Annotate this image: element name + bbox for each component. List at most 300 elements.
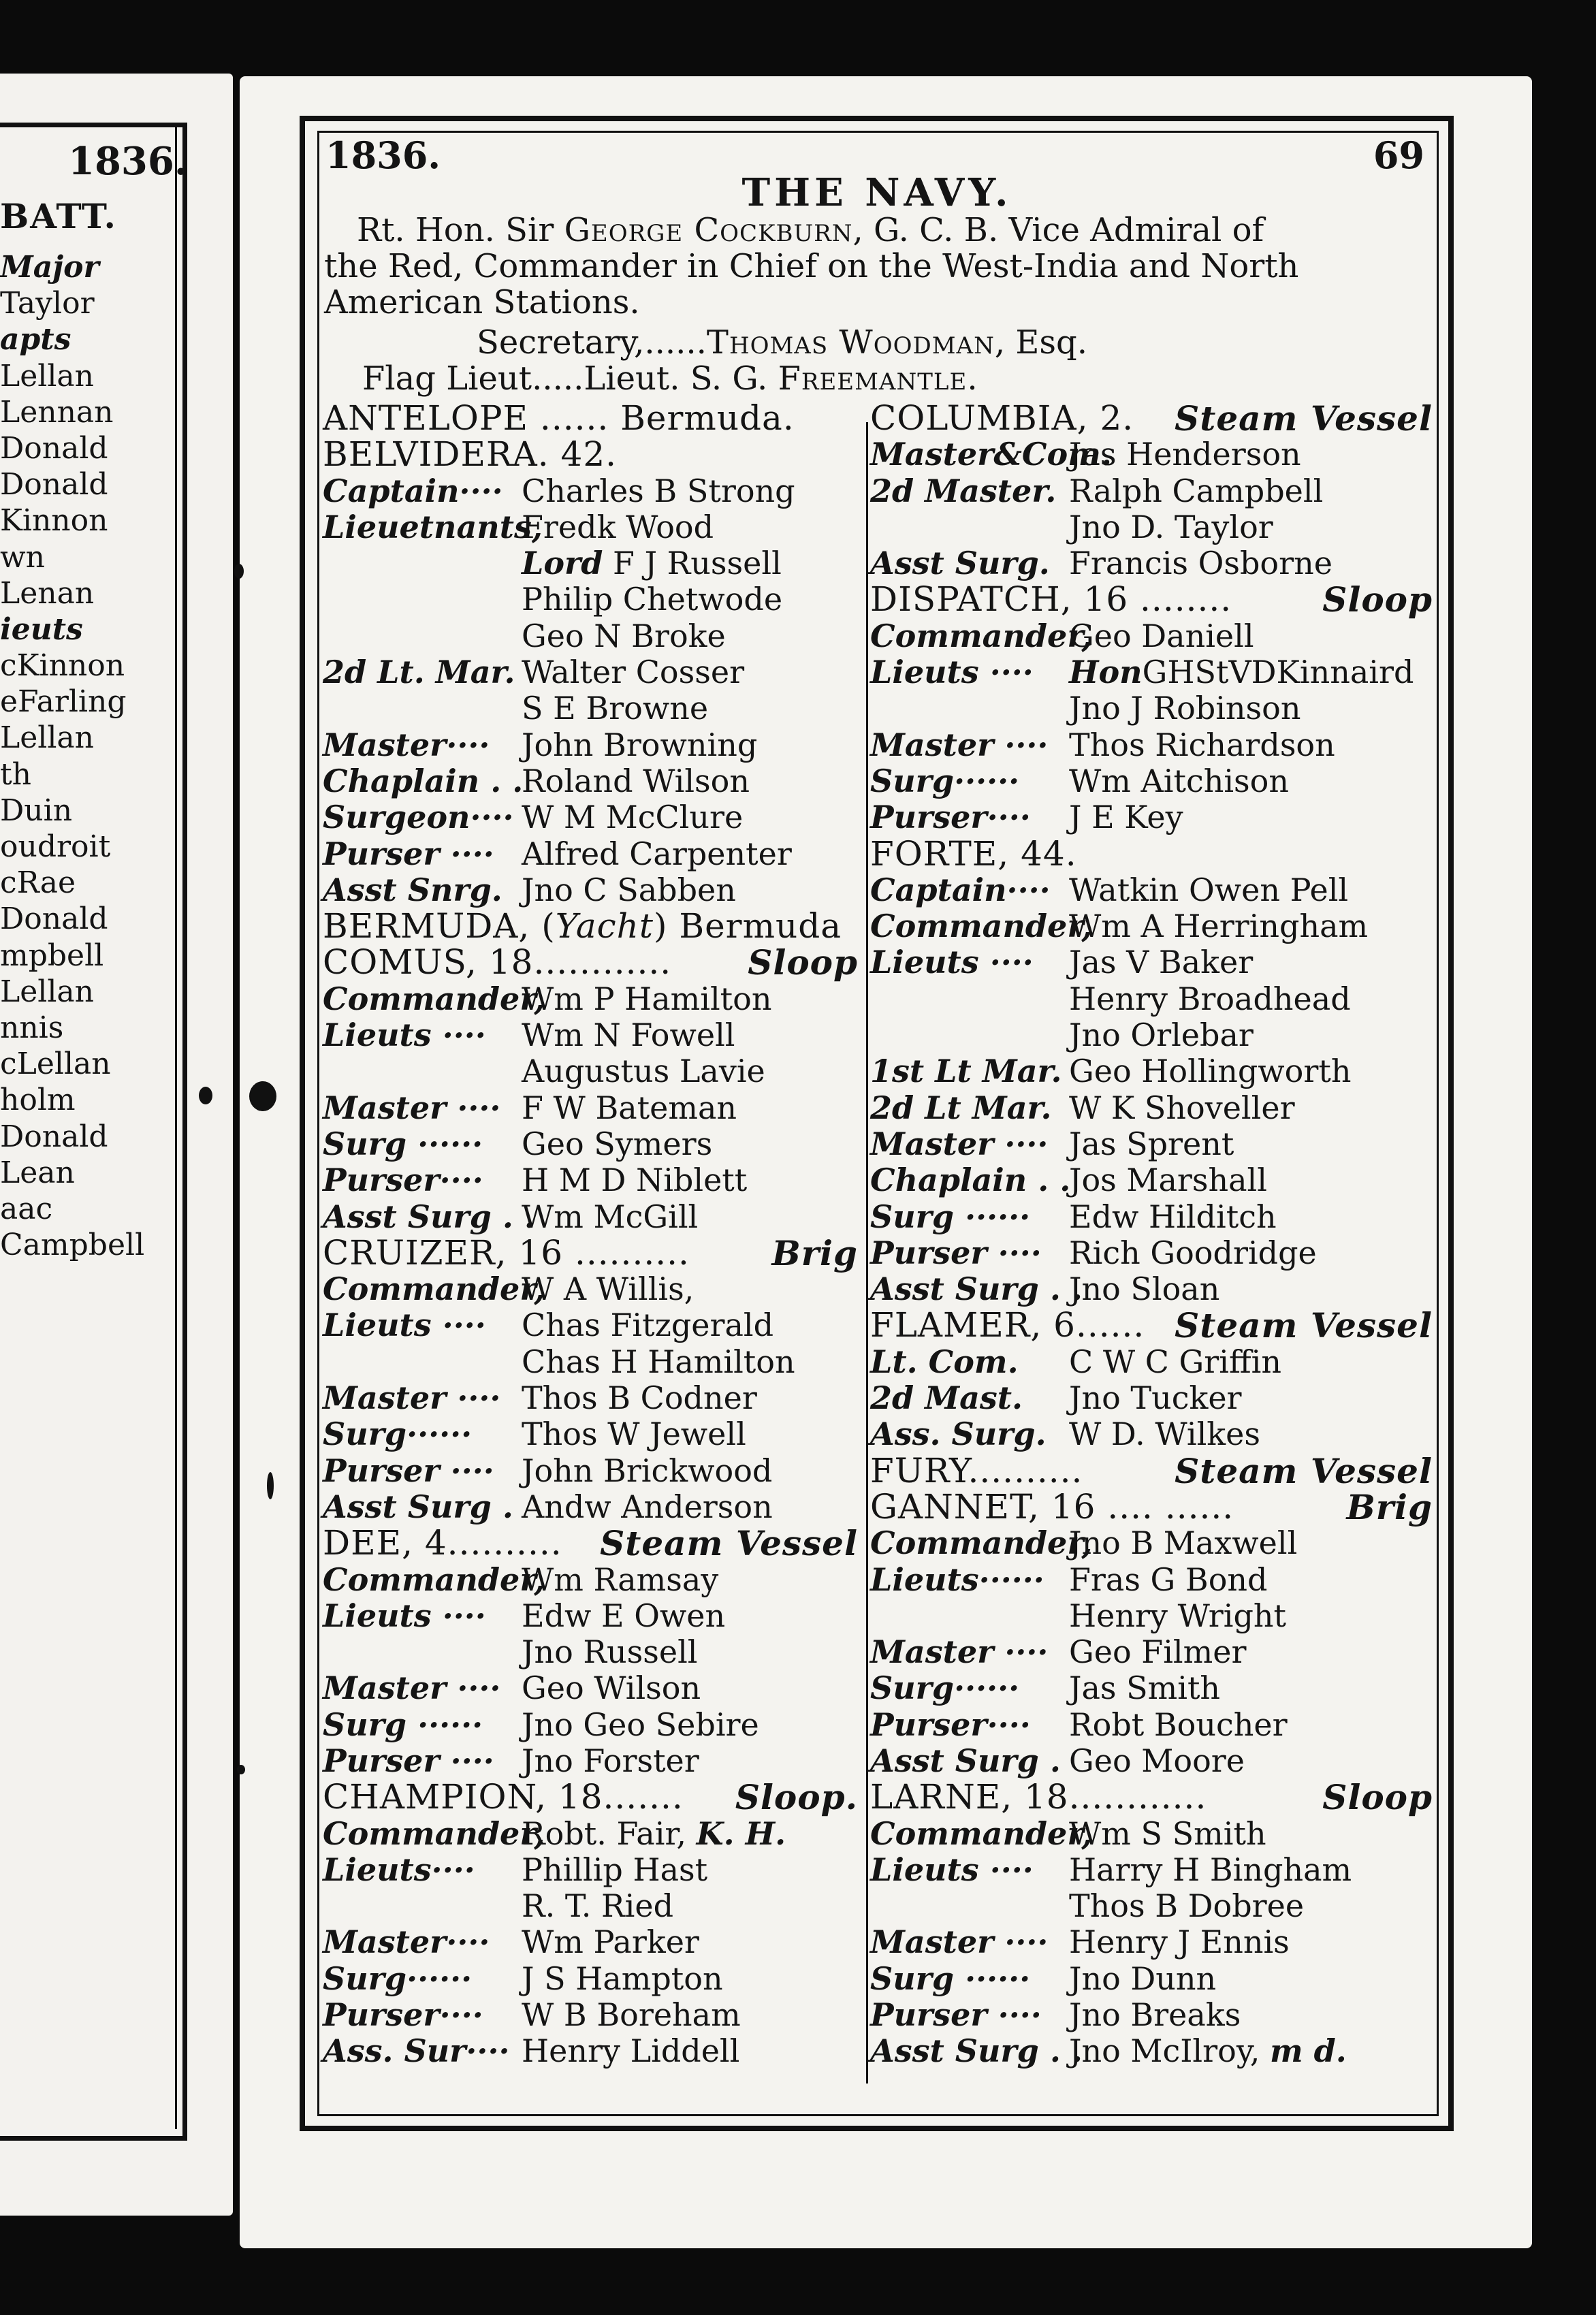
officer-name: Francis Osborne (1069, 545, 1332, 582)
officer-name: Watkin Owen Pell (1069, 871, 1349, 908)
officer-rank: Surg······ (870, 1670, 1020, 1707)
officer-rank: Ass. Sur···· (323, 2032, 510, 2070)
officer-name: Jno Russell (522, 1633, 698, 1671)
officer-entry (870, 1017, 1435, 1053)
officer-name: Wm N Fowell (522, 1017, 735, 1054)
officer-entry (870, 1162, 1435, 1198)
officer-rank: Purser ···· (323, 1742, 494, 1779)
intro-suffix: , G. C. B. Vice Admiral of (852, 211, 1264, 249)
officer-entry (323, 1489, 861, 1525)
ship-heading (870, 581, 1435, 618)
officer-name: Edw Hilditch (1069, 1198, 1277, 1235)
intro-line-2: the Red, Commander in Chief on the West-India and North (324, 247, 1299, 285)
speck (237, 1765, 245, 1774)
ship-heading (323, 942, 861, 983)
previous-page-line: Lenan (0, 575, 95, 611)
previous-page-line: cRae (0, 865, 76, 901)
officer-entry (323, 1199, 861, 1235)
officer-name: Geo Filmer (1069, 1633, 1247, 1671)
officer-name: Andw Anderson (522, 1488, 773, 1525)
speck (267, 1472, 274, 1499)
previous-page-line: Major (0, 250, 99, 285)
officer-entry (323, 2033, 861, 2069)
officer-name: Henry J Ennis (1069, 1923, 1290, 1961)
left-column (323, 400, 861, 2070)
officer-rank: Captain···· (323, 472, 503, 509)
officer-name: Wm Ramsay (522, 1561, 719, 1598)
officer-entry (323, 1852, 861, 1888)
officer-rank: Chaplain . . (870, 1162, 1071, 1199)
officer-rank: Surg ······ (323, 1706, 483, 1743)
ship-heading (323, 1523, 861, 1564)
officer-name: Geo Daniell (1069, 617, 1254, 654)
officer-name: Thos Richardson (1069, 726, 1335, 763)
officer-name: Augustus Lavie (522, 1053, 765, 1090)
previous-page-line: Lean (0, 1155, 75, 1190)
officer-name: Jos Marshall (1069, 1162, 1267, 1199)
previous-page-line: cKinnon (0, 648, 125, 684)
officer-rank: 1st Lt Mar. (870, 1053, 1062, 1090)
officer-name: John Brickwood (522, 1452, 773, 1489)
previous-page-line: Campbell (0, 1228, 145, 1263)
previous-page-line: Lennan (0, 394, 114, 430)
officer-rank: Commander, (870, 908, 1093, 945)
officer-entry (870, 1126, 1435, 1162)
officer-name: Jno Geo Sebire (522, 1706, 759, 1743)
officer-name: Fredk Wood (522, 508, 714, 545)
officer-entry (323, 1598, 861, 1634)
ship-name: CHAMPION, 18....... (323, 1777, 684, 1817)
vessel-type: Steam Vessel (1175, 398, 1433, 438)
officer-entry (870, 2033, 1435, 2069)
officer-name: Wm S Smith (1069, 1815, 1266, 1852)
previous-page-line: aac (0, 1191, 53, 1226)
officer-rank: Purser···· (870, 799, 1031, 836)
officer-name: Wm A Herringham (1069, 908, 1369, 945)
officer-entry (323, 1888, 861, 1924)
officer-name: Henry Wright (1069, 1597, 1287, 1634)
officer-entry (870, 944, 1435, 980)
vessel-type: Sloop. (735, 1777, 858, 1818)
officer-entry (323, 799, 861, 835)
officer-entry (870, 1634, 1435, 1670)
officer-name: Geo Moore (1069, 1742, 1245, 1779)
officer-name: Wm McGill (522, 1198, 699, 1235)
officer-name: Fras G Bond (1069, 1561, 1268, 1598)
officer-rank: Purser ···· (323, 1452, 494, 1489)
officer-rank: 2d Master. (870, 472, 1057, 509)
officer-entry (323, 473, 861, 509)
officer-entry (323, 581, 861, 618)
officer-name: Jno Orlebar (1069, 1017, 1254, 1054)
previous-page-line: oudroit (0, 829, 111, 864)
vessel-type: Brig (771, 1232, 858, 1273)
officer-name: Jno Forster (522, 1742, 699, 1779)
officer-rank: Purser···· (323, 1996, 483, 2034)
previous-page-line: wn (0, 539, 45, 575)
officer-entry (323, 1670, 861, 1706)
officer-name: Jas Sprent (1069, 1125, 1234, 1162)
officer-rank: Lieuts ···· (870, 654, 1034, 691)
officer-entry (870, 1961, 1435, 1997)
officer-entry (870, 1598, 1435, 1634)
speck (199, 1087, 212, 1104)
officer-entry (323, 1707, 861, 1743)
officer-rank: Lieuts ···· (323, 1307, 486, 1344)
intro-line-3: American Stations. (324, 283, 640, 321)
ship-name: COMUS, 18............ (323, 942, 672, 983)
ship-name: FURY.......... (870, 1450, 1083, 1490)
officer-name: Jno J Robinson (1069, 690, 1301, 727)
officer-name: Geo Wilson (522, 1670, 701, 1707)
officer-name: J E Key (1069, 799, 1183, 836)
officer-rank: Commander, (323, 1271, 545, 1308)
previous-page-line: Donald (0, 1119, 108, 1154)
ship-heading (323, 908, 861, 944)
page-title: THE NAVY. (741, 170, 1012, 215)
officer-entry (323, 1162, 861, 1198)
officer-entry (870, 1090, 1435, 1126)
speck (234, 564, 244, 579)
officer-name: Jno B Maxwell (1069, 1524, 1298, 1562)
officer-entry (870, 1344, 1435, 1380)
officer-name: Thos B Codner (522, 1379, 757, 1417)
officer-rank: Lt. Com. (870, 1343, 1019, 1380)
officer-name: Geo N Broke (522, 617, 726, 654)
officer-entry (870, 799, 1435, 835)
officer-rank: Lieuts ···· (323, 1597, 486, 1634)
officer-entry (870, 473, 1435, 509)
officer-entry (323, 1961, 861, 1997)
officer-entry (323, 836, 861, 872)
previous-page-line: ieuts (0, 611, 83, 647)
officer-entry (870, 545, 1435, 581)
officer-name: Wm Parker (522, 1923, 699, 1961)
officer-rank: Asst Surg. (870, 545, 1050, 582)
previous-page-line: mpbell (0, 938, 104, 973)
previous-page-line: holm (0, 1083, 76, 1118)
officer-rank: Lieuts ···· (323, 1017, 486, 1054)
officer-name: Edw E Owen (522, 1597, 726, 1634)
officer-name: W D. Wilkes (1069, 1416, 1260, 1453)
officer-rank: Lieuetnants, (323, 508, 543, 545)
page-number: 69 (1373, 133, 1424, 177)
flag-label: Flag Lieut.....Lieut. S. G. (362, 360, 778, 398)
officer-name: Henry Broadhead (1069, 980, 1351, 1017)
officer-rank: Asst Surg . . (323, 1198, 535, 1235)
officer-rank: Master···· (323, 726, 490, 763)
ship-name: DEE, 4.......... (323, 1523, 562, 1563)
officer-name: Jno Dunn (1069, 1960, 1217, 1997)
vessel-type: Steam Vessel (1175, 1450, 1433, 1491)
officer-name: Jno Tucker (1069, 1379, 1242, 1417)
previous-page-line: Taylor (0, 286, 95, 321)
officer-entry (323, 1344, 861, 1380)
officer-entry (870, 1416, 1435, 1452)
column-divider (866, 422, 868, 2084)
officer-entry (323, 1271, 861, 1307)
officer-name: HonGHStVDKinnaird (1069, 654, 1414, 691)
officer-name: Charles B Strong (522, 472, 795, 509)
officer-entry (870, 1924, 1435, 1960)
ship-name: DISPATCH, 16 ........ (870, 579, 1232, 620)
secretary-label: Secretary,...... (477, 323, 707, 362)
officer-name: Lord F J Russell (522, 545, 782, 582)
officer-entry (323, 545, 861, 581)
officer-entry (870, 1562, 1435, 1598)
ship-heading (323, 436, 861, 473)
officer-entry (870, 1670, 1435, 1706)
officer-name: Ralph Campbell (1069, 472, 1324, 509)
previous-page-line: cLellan (0, 1047, 111, 1082)
officer-name: Jno Sloan (1069, 1271, 1220, 1308)
officer-entry (870, 1816, 1435, 1852)
officer-entry (323, 1017, 861, 1053)
officer-name: Robt Boucher (1069, 1706, 1288, 1743)
officer-entry (323, 654, 861, 690)
officer-rank: Surg······ (323, 1960, 473, 1997)
vessel-type: Sloop (1322, 1777, 1433, 1818)
officer-rank: Master ···· (323, 1089, 501, 1126)
intro-line-1 (324, 212, 1430, 249)
officer-rank: Master ···· (323, 1670, 501, 1707)
officer-rank: Asst Snrg. (323, 871, 502, 908)
ship-heading (323, 1777, 861, 1818)
officer-name: Thos B Dobree (1069, 1887, 1305, 1925)
ship-heading (323, 1232, 861, 1273)
officer-name: Henry Liddell (522, 2032, 740, 2070)
ship-name: BELVIDERA. 42. (323, 434, 618, 475)
previous-page-line: apts (0, 322, 71, 357)
officer-rank: Ass. Surg. (870, 1416, 1047, 1453)
officer-rank: Master ···· (870, 1633, 1049, 1671)
officer-name: W K Shoveller (1069, 1089, 1295, 1126)
page-year: 1836. (325, 133, 441, 177)
admiral-name: George Cockburn (564, 211, 853, 249)
officer-rank: Purser ···· (870, 1996, 1042, 2034)
officer-entry (323, 1562, 861, 1598)
speck (249, 1081, 276, 1111)
officer-entry (323, 1816, 861, 1852)
ship-heading (870, 1450, 1435, 1491)
officer-name: Geo Hollingworth (1069, 1053, 1352, 1090)
previous-page-line: Kinnon (0, 503, 108, 539)
vessel-type: Steam Vessel (600, 1523, 858, 1564)
officer-rank: Purser···· (323, 1162, 483, 1199)
officer-rank: Surgeon···· (323, 799, 514, 836)
officer-name: Harry H Bingham (1069, 1851, 1352, 1888)
officer-rank: Asst Surg . . (870, 2032, 1083, 2070)
secretary-suffix: , Esq. (994, 323, 1088, 362)
officer-entry (323, 1126, 861, 1162)
officer-rank: Surg ······ (870, 1960, 1031, 1997)
officer-name: S E Browne (522, 690, 709, 727)
secretary-name: Thomas Woodman (706, 323, 995, 362)
officer-entry (870, 872, 1435, 908)
officer-rank: Master···· (323, 1923, 490, 1961)
officer-entry (870, 727, 1435, 763)
ship-heading (870, 1486, 1435, 1527)
officer-rank: Lieuts ···· (870, 1851, 1034, 1888)
officer-entry (870, 1743, 1435, 1779)
officer-name: Wm P Hamilton (522, 980, 772, 1017)
officer-rank: Surg ······ (323, 1125, 483, 1162)
officer-name: Jno Breaks (1069, 1996, 1241, 2034)
officer-rank: Commander, (870, 1815, 1093, 1852)
officer-rank: Surg······ (870, 762, 1020, 799)
officer-rank: Commander, (870, 617, 1093, 654)
vessel-type: Steam Vessel (1175, 1305, 1433, 1346)
officer-rank: 2d Lt Mar. (870, 1089, 1052, 1126)
previous-page-line: eFarling (0, 684, 127, 720)
officer-name: Phillip Hast (522, 1851, 708, 1888)
officer-entry (323, 1307, 861, 1343)
officer-name: Jas Smith (1069, 1670, 1221, 1707)
officer-entry (323, 872, 861, 908)
officer-rank: Lieuts···· (323, 1851, 475, 1888)
officer-name: Roland Wilson (522, 762, 750, 799)
officer-name: Jas V Baker (1069, 944, 1254, 981)
officer-name: W B Boreham (522, 1996, 741, 2034)
officer-name: Jno C Sabben (522, 871, 736, 908)
previous-page-heading: BATT. (0, 196, 117, 236)
officer-name: Walter Cosser (522, 654, 745, 691)
previous-page-line: Lellan (0, 720, 94, 756)
officer-entry (323, 1416, 861, 1452)
flag-name: Freemantle (778, 360, 968, 398)
officer-rank: Lieuts ···· (870, 944, 1034, 981)
vessel-type: Sloop (1322, 579, 1433, 620)
officer-entry (870, 436, 1435, 473)
ship-name: FLAMER, 6...... (870, 1305, 1145, 1345)
officer-rank: 2d Mast. (870, 1379, 1023, 1417)
officer-rank: Surg······ (323, 1416, 473, 1453)
officer-entry (870, 509, 1435, 545)
officer-name: Wm Aitchison (1069, 762, 1289, 799)
ship-heading (870, 1777, 1435, 1818)
officer-rank: Commander, (323, 1815, 545, 1852)
previous-page-line: Donald (0, 430, 108, 466)
officer-entry (323, 727, 861, 763)
officer-name: J S Hampton (522, 1960, 723, 1997)
previous-page-year: 1836. (68, 139, 188, 184)
previous-page-lines (0, 249, 177, 1263)
previous-page-line: nnis (0, 1010, 64, 1045)
previous-page-fragment (0, 74, 233, 2216)
officer-rank: Purser ···· (870, 1234, 1042, 1271)
officer-entry (323, 1634, 861, 1670)
vessel-type: Brig (1346, 1486, 1433, 1527)
flag-suffix: . (967, 360, 978, 398)
officer-name: Geo Symers (522, 1125, 713, 1162)
intro-prefix: Rt. Hon. Sir (357, 211, 564, 249)
officer-name: Jno D. Taylor (1069, 508, 1273, 545)
ship-name: BERMUDA, (Yacht) Bermuda (323, 906, 842, 946)
officer-rank: Lieuts······ (870, 1561, 1044, 1598)
officer-entry (323, 1053, 861, 1089)
officer-entry (870, 981, 1435, 1017)
officer-entry (323, 1380, 861, 1416)
previous-page-line: Donald (0, 467, 108, 502)
officer-rank: Purser ···· (323, 835, 494, 872)
right-column (870, 400, 1435, 2070)
previous-page-line: th (0, 756, 32, 792)
officer-entry (323, 509, 861, 545)
vessel-type: Sloop (748, 942, 858, 983)
officer-entry (870, 618, 1435, 654)
officer-entry (323, 981, 861, 1017)
previous-page-line: Donald (0, 901, 108, 937)
officer-entry (870, 1199, 1435, 1235)
officer-rank: Captain···· (870, 871, 1051, 908)
officer-entry (870, 1525, 1435, 1561)
officer-entry (870, 763, 1435, 799)
officer-entry (870, 654, 1435, 690)
officer-name: Chas H Hamilton (522, 1343, 795, 1380)
officer-name: W A Willis, (522, 1271, 695, 1308)
ship-name: GANNET, 16 .... ...... (870, 1486, 1234, 1527)
officer-rank: Asst Surg . (323, 1488, 513, 1525)
officer-name: Alfred Carpenter (522, 835, 792, 872)
officer-name: Philip Chetwode (522, 581, 783, 618)
intro-paragraph (324, 212, 1430, 321)
officer-name: Jno McIlroy, m d. (1069, 2032, 1347, 2070)
previous-page-line: Lellan (0, 974, 94, 1009)
officer-entry (870, 690, 1435, 727)
previous-page-line: Lellan (0, 358, 94, 394)
secretary-line (325, 323, 1429, 362)
officer-entry (870, 908, 1435, 944)
officer-entry (323, 690, 861, 727)
officer-entry (870, 1852, 1435, 1888)
officer-rank: Master ···· (870, 1125, 1049, 1162)
previous-page-line: Duin (0, 793, 73, 828)
officer-name: R. T. Ried (522, 1887, 674, 1925)
officer-rank: Commander, (870, 1524, 1093, 1562)
officer-rank: Commander, (323, 1561, 545, 1598)
officer-entry (323, 1924, 861, 1960)
officer-entry (870, 1997, 1435, 2033)
officer-rank: Master&Com. (870, 436, 1112, 473)
officer-rank: Surg ······ (870, 1198, 1031, 1235)
officer-entry (870, 1707, 1435, 1743)
officer-entry (323, 1090, 861, 1126)
officer-entry (870, 1888, 1435, 1924)
ship-name: ANTELOPE ...... Bermuda. (323, 398, 795, 438)
officer-name: Robt. Fair, K. H. (522, 1815, 786, 1852)
ship-heading (870, 400, 1435, 436)
officer-rank: Asst Surg . (870, 1742, 1061, 1779)
officer-entry (870, 1271, 1435, 1307)
officer-entry (870, 1235, 1435, 1271)
officer-rank: Chaplain . . (323, 762, 524, 799)
officer-entry (323, 618, 861, 654)
officer-rank: 2d Lt. Mar. (323, 654, 515, 691)
officer-name: F W Bateman (522, 1089, 737, 1126)
officer-name: W M McClure (522, 799, 744, 836)
ship-name: CRUIZER, 16 .......... (323, 1232, 690, 1273)
officer-entry (870, 1380, 1435, 1416)
officer-rank: Master ···· (870, 1923, 1049, 1961)
officer-entry (323, 1743, 861, 1779)
ship-heading (870, 833, 1435, 874)
officer-rank: Master ···· (870, 726, 1049, 763)
officer-name: Rich Goodridge (1069, 1234, 1317, 1271)
officer-name: H M D Niblett (522, 1162, 748, 1199)
officer-rank: Asst Surg . . (870, 1271, 1083, 1308)
ship-heading (323, 400, 861, 436)
officer-entry (323, 1453, 861, 1489)
